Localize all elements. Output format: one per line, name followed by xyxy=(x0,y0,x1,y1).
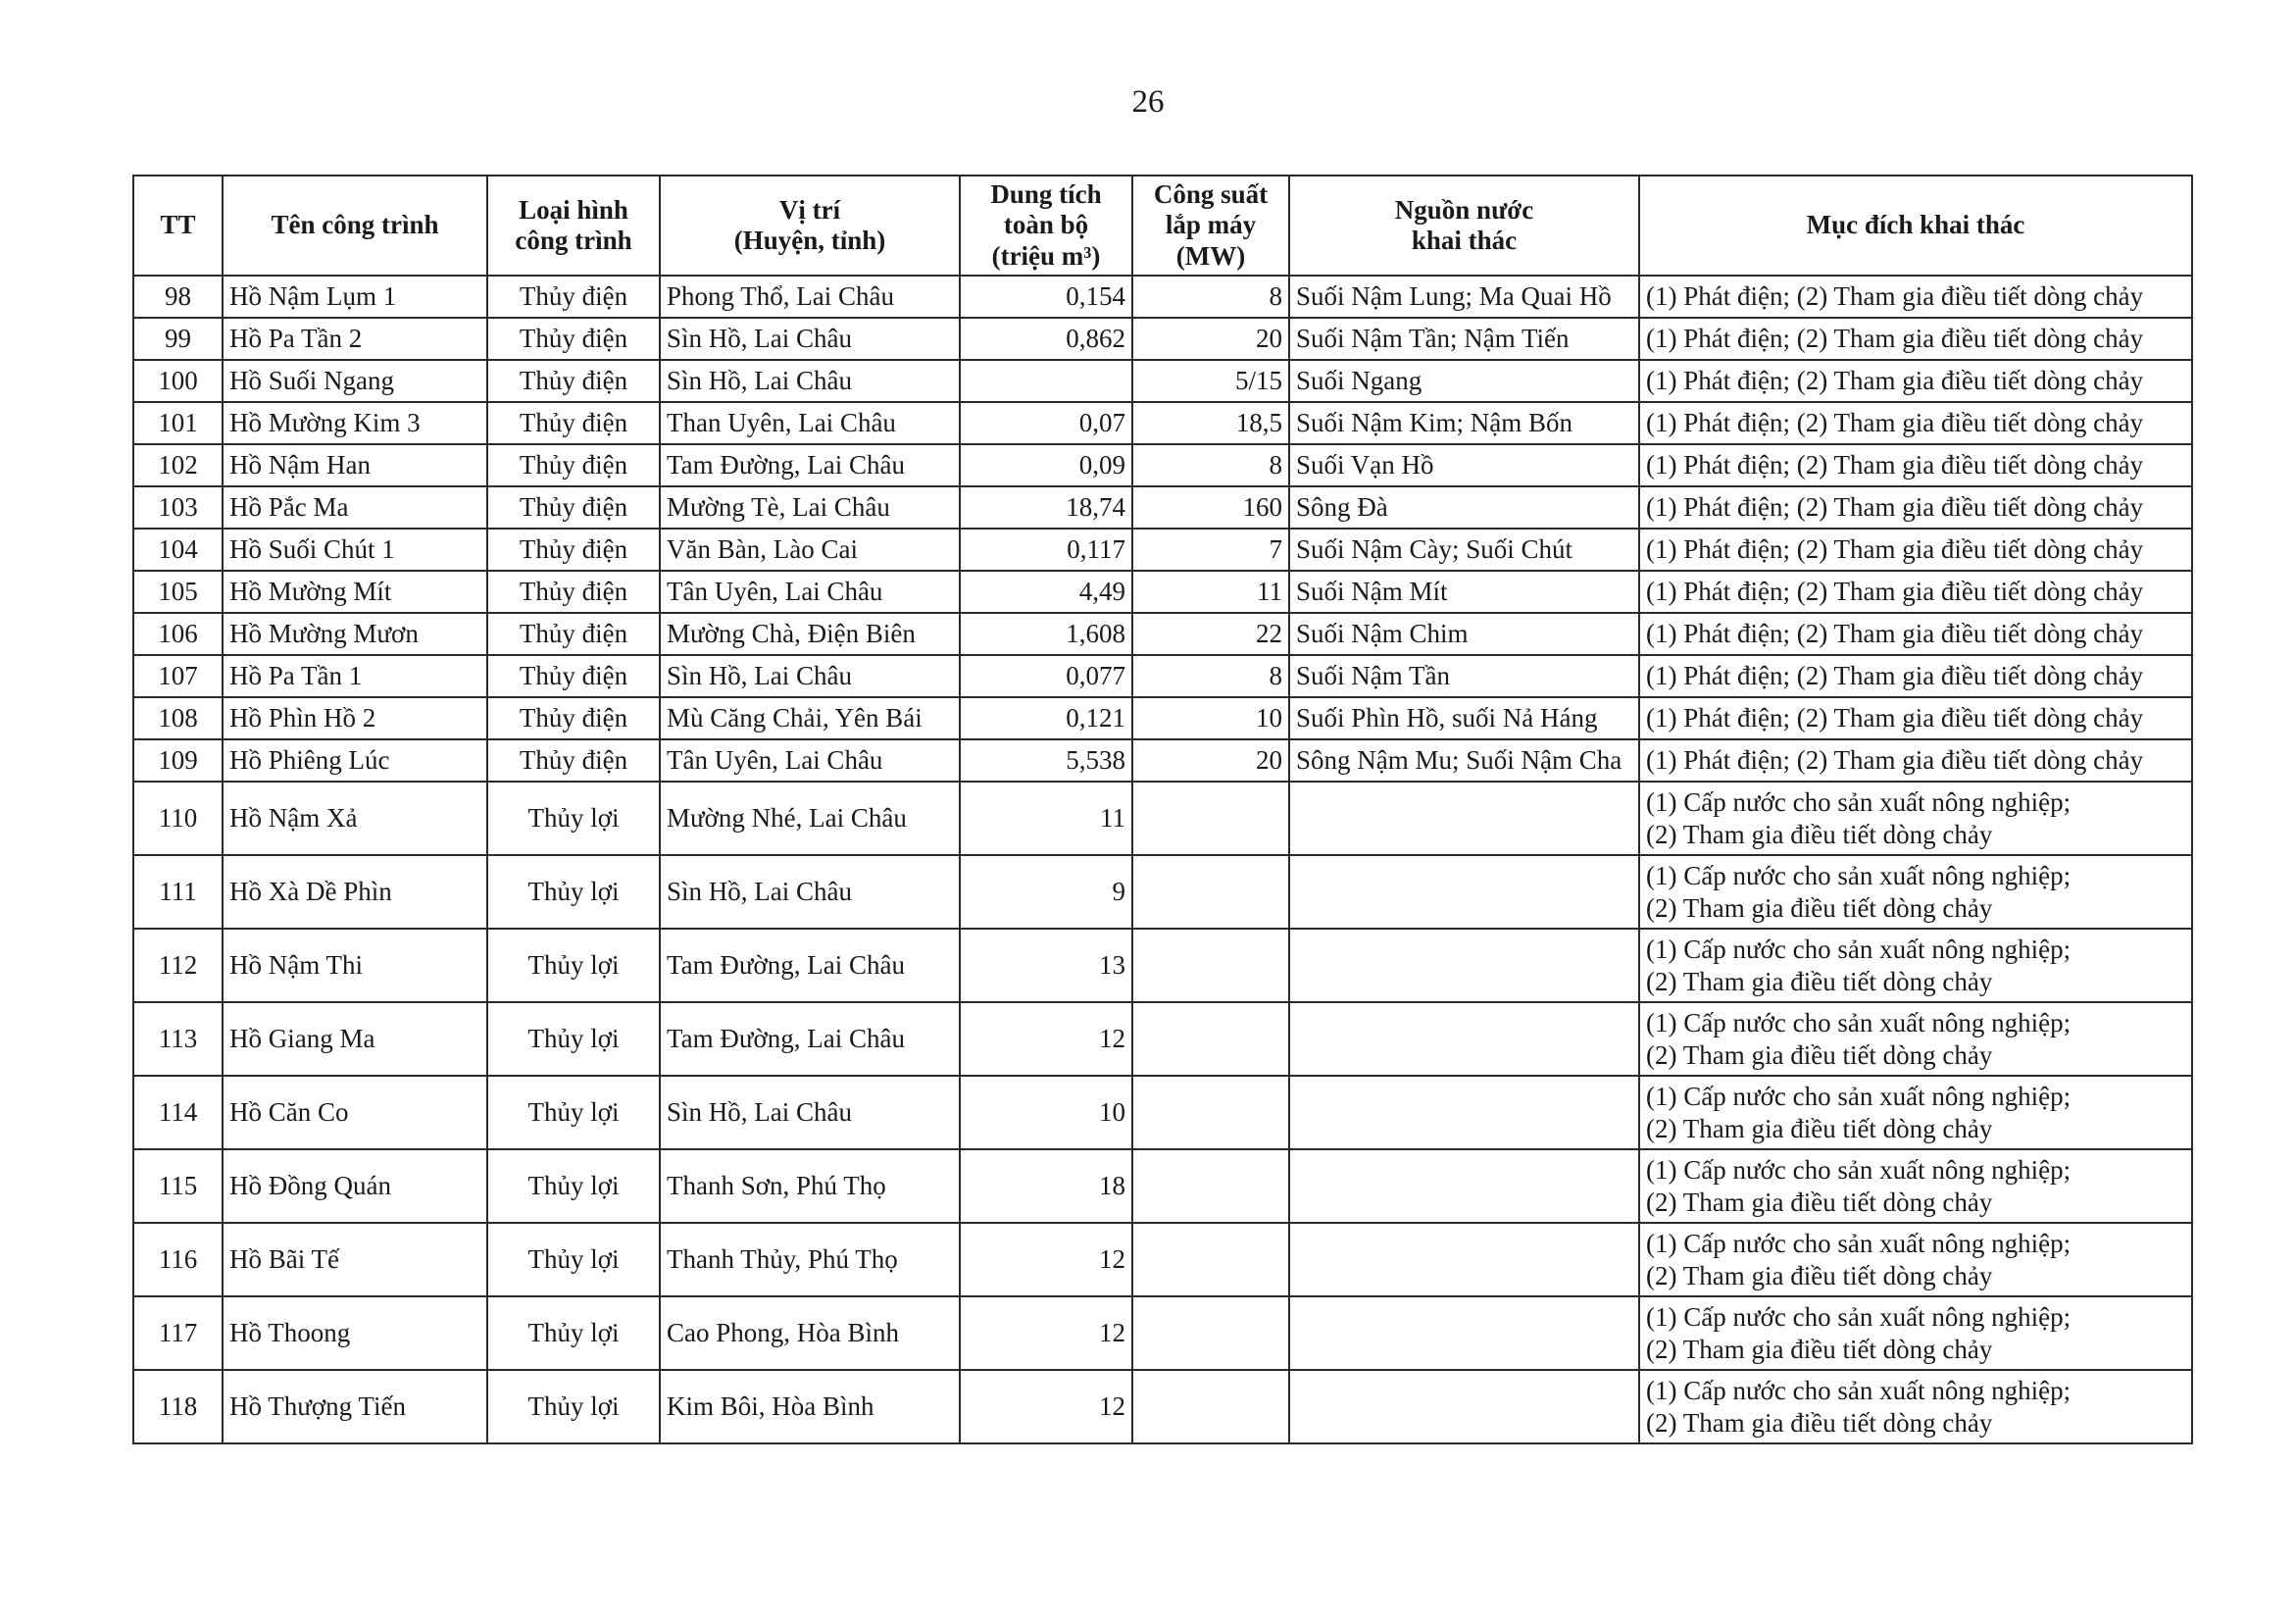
project-type-cell: Thủy điện xyxy=(487,318,660,360)
total-capacity-cell: 5,538 xyxy=(960,739,1132,782)
purpose-line: (1) Cấp nước cho sản xuất nông nghiệp; xyxy=(1646,1229,2071,1259)
total-capacity-cell: 1,608 xyxy=(960,613,1132,655)
water-source-cell: Suối Ngang xyxy=(1289,360,1639,402)
table-row xyxy=(133,613,2192,655)
table-row xyxy=(133,444,2192,486)
water-source-cell xyxy=(1289,1076,1639,1149)
total-capacity-cell: 0,862 xyxy=(960,318,1132,360)
total-capacity-cell: 0,07 xyxy=(960,402,1132,444)
row-number-cell: 99 xyxy=(133,318,223,360)
total-capacity-cell: 11 xyxy=(960,782,1132,855)
table-row xyxy=(133,782,2192,855)
water-source-cell xyxy=(1289,1296,1639,1370)
installed-power-cell: 20 xyxy=(1132,739,1289,782)
water-source-cell xyxy=(1289,782,1639,855)
table-row xyxy=(133,1149,2192,1223)
purpose-cell xyxy=(1639,1296,2192,1370)
project-location-cell: Sìn Hồ, Lai Châu xyxy=(660,655,960,697)
purpose-line: (2) Tham gia điều tiết dòng chảy xyxy=(1646,1113,1993,1143)
project-name-cell: Hồ Bãi Tế xyxy=(223,1223,487,1296)
purpose-cell xyxy=(1639,486,2192,529)
project-name-cell: Hồ Pa Tần 1 xyxy=(223,655,487,697)
project-name-cell: Hồ Nậm Thi xyxy=(223,929,487,1002)
row-number-cell: 106 xyxy=(133,613,223,655)
project-name-cell: Hồ Mường Kim 3 xyxy=(223,402,487,444)
project-location-cell: Tam Đường, Lai Châu xyxy=(660,929,960,1002)
total-capacity-cell: 0,117 xyxy=(960,529,1132,571)
project-type-cell: Thủy điện xyxy=(487,444,660,486)
water-source-cell: Suối Nậm Cày; Suối Chút xyxy=(1289,529,1639,571)
project-location-cell: Mường Chà, Điện Biên xyxy=(660,613,960,655)
reservoir-table xyxy=(132,175,2193,1444)
table-row xyxy=(133,697,2192,739)
project-location-cell: Sìn Hồ, Lai Châu xyxy=(660,360,960,402)
purpose-line: (1) Phát điện; (2) Tham gia điều tiết dòng chảy xyxy=(1646,492,2144,523)
table-row xyxy=(133,1002,2192,1076)
project-location-cell: Mường Tè, Lai Châu xyxy=(660,486,960,529)
row-number-cell: 104 xyxy=(133,529,223,571)
row-number-cell: 98 xyxy=(133,276,223,318)
purpose-cell xyxy=(1639,529,2192,571)
water-source-cell xyxy=(1289,929,1639,1002)
table-row xyxy=(133,1370,2192,1443)
row-number-cell: 117 xyxy=(133,1296,223,1370)
total-capacity-cell: 13 xyxy=(960,929,1132,1002)
purpose-line: (1) Cấp nước cho sản xuất nông nghiệp; xyxy=(1646,1376,2071,1406)
project-name-cell: Hồ Thoong xyxy=(223,1296,487,1370)
total-capacity-cell: 12 xyxy=(960,1223,1132,1296)
row-number-cell: 109 xyxy=(133,739,223,782)
project-type-cell: Thủy lợi xyxy=(487,1002,660,1076)
project-name-cell: Hồ Suối Chút 1 xyxy=(223,529,487,571)
table-row xyxy=(133,655,2192,697)
project-type-cell: Thủy lợi xyxy=(487,855,660,929)
row-number-cell: 111 xyxy=(133,855,223,929)
table-row xyxy=(133,402,2192,444)
header-line: khai thác xyxy=(1411,226,1518,255)
purpose-line: (1) Cấp nước cho sản xuất nông nghiệp; xyxy=(1646,1082,2071,1112)
purpose-line: (1) Phát điện; (2) Tham gia điều tiết dòng chảy xyxy=(1646,408,2144,438)
purpose-cell xyxy=(1639,360,2192,402)
project-location-cell: Tam Đường, Lai Châu xyxy=(660,1002,960,1076)
purpose-line: (1) Phát điện; (2) Tham gia điều tiết dòng chảy xyxy=(1646,619,2144,649)
project-name-cell: Hồ Xà Dề Phìn xyxy=(223,855,487,929)
purpose-cell xyxy=(1639,613,2192,655)
purpose-cell xyxy=(1639,1149,2192,1223)
row-number-cell: 114 xyxy=(133,1076,223,1149)
project-location-cell: Thanh Sơn, Phú Thọ xyxy=(660,1149,960,1223)
project-type-cell: Thủy điện xyxy=(487,360,660,402)
purpose-cell xyxy=(1639,655,2192,697)
header-line: (MW) xyxy=(1175,240,1246,271)
header-line: (triệu m³) xyxy=(991,240,1101,271)
purpose-line: (2) Tham gia điều tiết dòng chảy xyxy=(1646,892,1993,923)
project-name-cell: Hồ Đồng Quán xyxy=(223,1149,487,1223)
purpose-cell xyxy=(1639,929,2192,1002)
total-capacity-cell: 0,121 xyxy=(960,697,1132,739)
installed-power-cell xyxy=(1132,1370,1289,1443)
project-type-cell: Thủy điện xyxy=(487,613,660,655)
table-row xyxy=(133,276,2192,318)
total-capacity-cell: 12 xyxy=(960,1002,1132,1076)
purpose-line: (2) Tham gia điều tiết dòng chảy xyxy=(1646,1334,1993,1364)
water-source-cell: Suối Nậm Mít xyxy=(1289,571,1639,613)
project-type-cell: Thủy lợi xyxy=(487,782,660,855)
project-location-cell: Tam Đường, Lai Châu xyxy=(660,444,960,486)
row-number-cell: 107 xyxy=(133,655,223,697)
purpose-cell xyxy=(1639,697,2192,739)
project-location-cell: Mường Nhé, Lai Châu xyxy=(660,782,960,855)
water-source-cell: Suối Nậm Chim xyxy=(1289,613,1639,655)
project-location-cell: Phong Thổ, Lai Châu xyxy=(660,276,960,318)
purpose-line: (2) Tham gia điều tiết dòng chảy xyxy=(1646,1260,1993,1290)
installed-power-cell xyxy=(1132,1296,1289,1370)
purpose-line: (1) Phát điện; (2) Tham gia điều tiết dòng chảy xyxy=(1646,281,2144,312)
water-source-cell: Suối Nậm Kim; Nậm Bốn xyxy=(1289,402,1639,444)
project-type-cell: Thủy điện xyxy=(487,739,660,782)
header-tt: TT xyxy=(133,176,223,276)
row-number-cell: 103 xyxy=(133,486,223,529)
header-name: Tên công trình xyxy=(223,176,487,276)
purpose-line: (1) Phát điện; (2) Tham gia điều tiết dòng chảy xyxy=(1646,661,2144,691)
purpose-line: (1) Phát điện; (2) Tham gia điều tiết dòng chảy xyxy=(1646,577,2144,607)
header-line: (Huyện, tỉnh) xyxy=(733,226,886,255)
header-line: Vị trí xyxy=(778,194,841,225)
project-type-cell: Thủy lợi xyxy=(487,1223,660,1296)
table-row xyxy=(133,1296,2192,1370)
purpose-cell xyxy=(1639,1076,2192,1149)
project-location-cell: Văn Bàn, Lào Cai xyxy=(660,529,960,571)
table-row xyxy=(133,486,2192,529)
installed-power-cell: 7 xyxy=(1132,529,1289,571)
water-source-cell xyxy=(1289,855,1639,929)
installed-power-cell xyxy=(1132,1149,1289,1223)
project-type-cell: Thủy điện xyxy=(487,655,660,697)
total-capacity-cell: 12 xyxy=(960,1370,1132,1443)
project-location-cell: Kim Bôi, Hòa Bình xyxy=(660,1370,960,1443)
project-type-cell: Thủy điện xyxy=(487,571,660,613)
total-capacity-cell: 10 xyxy=(960,1076,1132,1149)
project-name-cell: Hồ Pa Tần 2 xyxy=(223,318,487,360)
project-name-cell: Hồ Thượng Tiến xyxy=(223,1370,487,1443)
water-source-cell: Suối Vạn Hồ xyxy=(1289,444,1639,486)
project-name-cell: Hồ Căn Co xyxy=(223,1076,487,1149)
project-name-cell: Hồ Pắc Ma xyxy=(223,486,487,529)
header-power xyxy=(1132,176,1289,276)
project-type-cell: Thủy lợi xyxy=(487,929,660,1002)
table-row xyxy=(133,929,2192,1002)
table-body xyxy=(133,276,2192,1443)
table-row xyxy=(133,529,2192,571)
project-name-cell: Hồ Phiêng Lúc xyxy=(223,739,487,782)
purpose-cell xyxy=(1639,1002,2192,1076)
project-location-cell: Mù Căng Chải, Yên Bái xyxy=(660,697,960,739)
table-row xyxy=(133,360,2192,402)
total-capacity-cell xyxy=(960,360,1132,402)
water-source-cell: Suối Phìn Hồ, suối Nả Háng xyxy=(1289,697,1639,739)
purpose-line: (1) Phát điện; (2) Tham gia điều tiết dòng chảy xyxy=(1646,703,2144,733)
purpose-cell xyxy=(1639,1223,2192,1296)
project-location-cell: Cao Phong, Hòa Bình xyxy=(660,1296,960,1370)
project-name-cell: Hồ Mường Mươn xyxy=(223,613,487,655)
water-source-cell: Sông Nậm Mu; Suối Nậm Cha xyxy=(1289,739,1639,782)
header-source xyxy=(1289,176,1639,276)
water-source-cell: Suối Nậm Tần xyxy=(1289,655,1639,697)
table-row xyxy=(133,739,2192,782)
project-name-cell: Hồ Phìn Hồ 2 xyxy=(223,697,487,739)
header-line: lắp máy xyxy=(1165,210,1257,240)
total-capacity-cell: 0,09 xyxy=(960,444,1132,486)
project-name-cell: Hồ Giang Ma xyxy=(223,1002,487,1076)
water-source-cell: Sông Đà xyxy=(1289,486,1639,529)
purpose-cell xyxy=(1639,571,2192,613)
installed-power-cell: 18,5 xyxy=(1132,402,1289,444)
header-purpose: Mục đích khai thác xyxy=(1639,176,2192,276)
purpose-cell xyxy=(1639,1370,2192,1443)
project-location-cell: Sìn Hồ, Lai Châu xyxy=(660,318,960,360)
table-row xyxy=(133,855,2192,929)
header-line: Loại hình xyxy=(519,194,628,225)
project-name-cell: Hồ Suối Ngang xyxy=(223,360,487,402)
project-location-cell: Than Uyên, Lai Châu xyxy=(660,402,960,444)
table-row xyxy=(133,1223,2192,1296)
total-capacity-cell: 9 xyxy=(960,855,1132,929)
purpose-line: (1) Phát điện; (2) Tham gia điều tiết dòng chảy xyxy=(1646,534,2144,565)
row-number-cell: 105 xyxy=(133,571,223,613)
installed-power-cell: 8 xyxy=(1132,655,1289,697)
header-line: Công suất xyxy=(1153,179,1269,210)
project-type-cell: Thủy điện xyxy=(487,486,660,529)
project-location-cell: Sìn Hồ, Lai Châu xyxy=(660,855,960,929)
row-number-cell: 100 xyxy=(133,360,223,402)
project-type-cell: Thủy lợi xyxy=(487,1296,660,1370)
water-source-cell xyxy=(1289,1223,1639,1296)
row-number-cell: 112 xyxy=(133,929,223,1002)
row-number-cell: 118 xyxy=(133,1370,223,1443)
project-type-cell: Thủy lợi xyxy=(487,1076,660,1149)
total-capacity-cell: 18,74 xyxy=(960,486,1132,529)
purpose-cell xyxy=(1639,739,2192,782)
project-name-cell: Hồ Nậm Lụm 1 xyxy=(223,276,487,318)
installed-power-cell: 5/15 xyxy=(1132,360,1289,402)
row-number-cell: 108 xyxy=(133,697,223,739)
header-line: Dung tích xyxy=(990,179,1102,210)
header-line: Nguồn nước xyxy=(1394,194,1534,225)
purpose-line: (1) Cấp nước cho sản xuất nông nghiệp; xyxy=(1646,787,2071,818)
purpose-cell xyxy=(1639,402,2192,444)
header-location xyxy=(660,176,960,276)
project-type-cell: Thủy điện xyxy=(487,276,660,318)
row-number-cell: 102 xyxy=(133,444,223,486)
row-number-cell: 110 xyxy=(133,782,223,855)
purpose-line: (1) Phát điện; (2) Tham gia điều tiết dòng chảy xyxy=(1646,450,2144,480)
project-name-cell: Hồ Nậm Han xyxy=(223,444,487,486)
total-capacity-cell: 0,077 xyxy=(960,655,1132,697)
project-location-cell: Tân Uyên, Lai Châu xyxy=(660,739,960,782)
header-capacity xyxy=(960,176,1132,276)
installed-power-cell: 8 xyxy=(1132,444,1289,486)
water-source-cell xyxy=(1289,1370,1639,1443)
purpose-cell xyxy=(1639,855,2192,929)
table-row xyxy=(133,571,2192,613)
table-row xyxy=(133,1076,2192,1149)
purpose-line: (2) Tham gia điều tiết dòng chảy xyxy=(1646,1407,1993,1438)
row-number-cell: 116 xyxy=(133,1223,223,1296)
project-type-cell: Thủy điện xyxy=(487,697,660,739)
purpose-line: (1) Phát điện; (2) Tham gia điều tiết dòng chảy xyxy=(1646,366,2144,396)
project-type-cell: Thủy điện xyxy=(487,402,660,444)
purpose-line: (1) Cấp nước cho sản xuất nông nghiệp; xyxy=(1646,1008,2071,1038)
purpose-cell xyxy=(1639,782,2192,855)
purpose-line: (1) Cấp nước cho sản xuất nông nghiệp; xyxy=(1646,935,2071,965)
installed-power-cell: 22 xyxy=(1132,613,1289,655)
purpose-cell xyxy=(1639,318,2192,360)
installed-power-cell xyxy=(1132,1223,1289,1296)
installed-power-cell xyxy=(1132,782,1289,855)
total-capacity-cell: 4,49 xyxy=(960,571,1132,613)
installed-power-cell: 160 xyxy=(1132,486,1289,529)
header-line: công trình xyxy=(515,226,632,255)
total-capacity-cell: 0,154 xyxy=(960,276,1132,318)
table-row xyxy=(133,318,2192,360)
row-number-cell: 101 xyxy=(133,402,223,444)
project-name-cell: Hồ Mường Mít xyxy=(223,571,487,613)
project-name-cell: Hồ Nậm Xả xyxy=(223,782,487,855)
installed-power-cell: 10 xyxy=(1132,697,1289,739)
purpose-line: (1) Cấp nước cho sản xuất nông nghiệp; xyxy=(1646,1302,2071,1333)
project-location-cell: Sìn Hồ, Lai Châu xyxy=(660,1076,960,1149)
table-header-row xyxy=(133,176,2192,276)
water-source-cell xyxy=(1289,1149,1639,1223)
installed-power-cell: 20 xyxy=(1132,318,1289,360)
purpose-line: (1) Cấp nước cho sản xuất nông nghiệp; xyxy=(1646,861,2071,891)
purpose-line: (1) Phát điện; (2) Tham gia điều tiết dòng chảy xyxy=(1646,324,2144,354)
purpose-line: (1) Phát điện; (2) Tham gia điều tiết dòng chảy xyxy=(1646,745,2144,776)
project-type-cell: Thủy lợi xyxy=(487,1370,660,1443)
purpose-line: (2) Tham gia điều tiết dòng chảy xyxy=(1646,1039,1993,1070)
row-number-cell: 113 xyxy=(133,1002,223,1076)
header-type xyxy=(487,176,660,276)
water-source-cell: Suối Nậm Lung; Ma Quai Hồ xyxy=(1289,276,1639,318)
header-line: toàn bộ xyxy=(1003,210,1089,240)
purpose-line: (1) Cấp nước cho sản xuất nông nghiệp; xyxy=(1646,1155,2071,1186)
water-source-cell: Suối Nậm Tần; Nậm Tiến xyxy=(1289,318,1639,360)
purpose-cell xyxy=(1639,444,2192,486)
purpose-line: (2) Tham gia điều tiết dòng chảy xyxy=(1646,966,1993,996)
installed-power-cell: 11 xyxy=(1132,571,1289,613)
installed-power-cell: 8 xyxy=(1132,276,1289,318)
total-capacity-cell: 12 xyxy=(960,1296,1132,1370)
project-type-cell: Thủy lợi xyxy=(487,1149,660,1223)
row-number-cell: 115 xyxy=(133,1149,223,1223)
page-number: 26 xyxy=(1131,84,1165,120)
water-source-cell xyxy=(1289,1002,1639,1076)
total-capacity-cell: 18 xyxy=(960,1149,1132,1223)
purpose-line: (2) Tham gia điều tiết dòng chảy xyxy=(1646,819,1993,849)
purpose-line: (2) Tham gia điều tiết dòng chảy xyxy=(1646,1187,1993,1217)
installed-power-cell xyxy=(1132,855,1289,929)
installed-power-cell xyxy=(1132,1076,1289,1149)
project-location-cell: Thanh Thủy, Phú Thọ xyxy=(660,1223,960,1296)
purpose-cell xyxy=(1639,276,2192,318)
installed-power-cell xyxy=(1132,1002,1289,1076)
project-location-cell: Tân Uyên, Lai Châu xyxy=(660,571,960,613)
project-type-cell: Thủy điện xyxy=(487,529,660,571)
installed-power-cell xyxy=(1132,929,1289,1002)
